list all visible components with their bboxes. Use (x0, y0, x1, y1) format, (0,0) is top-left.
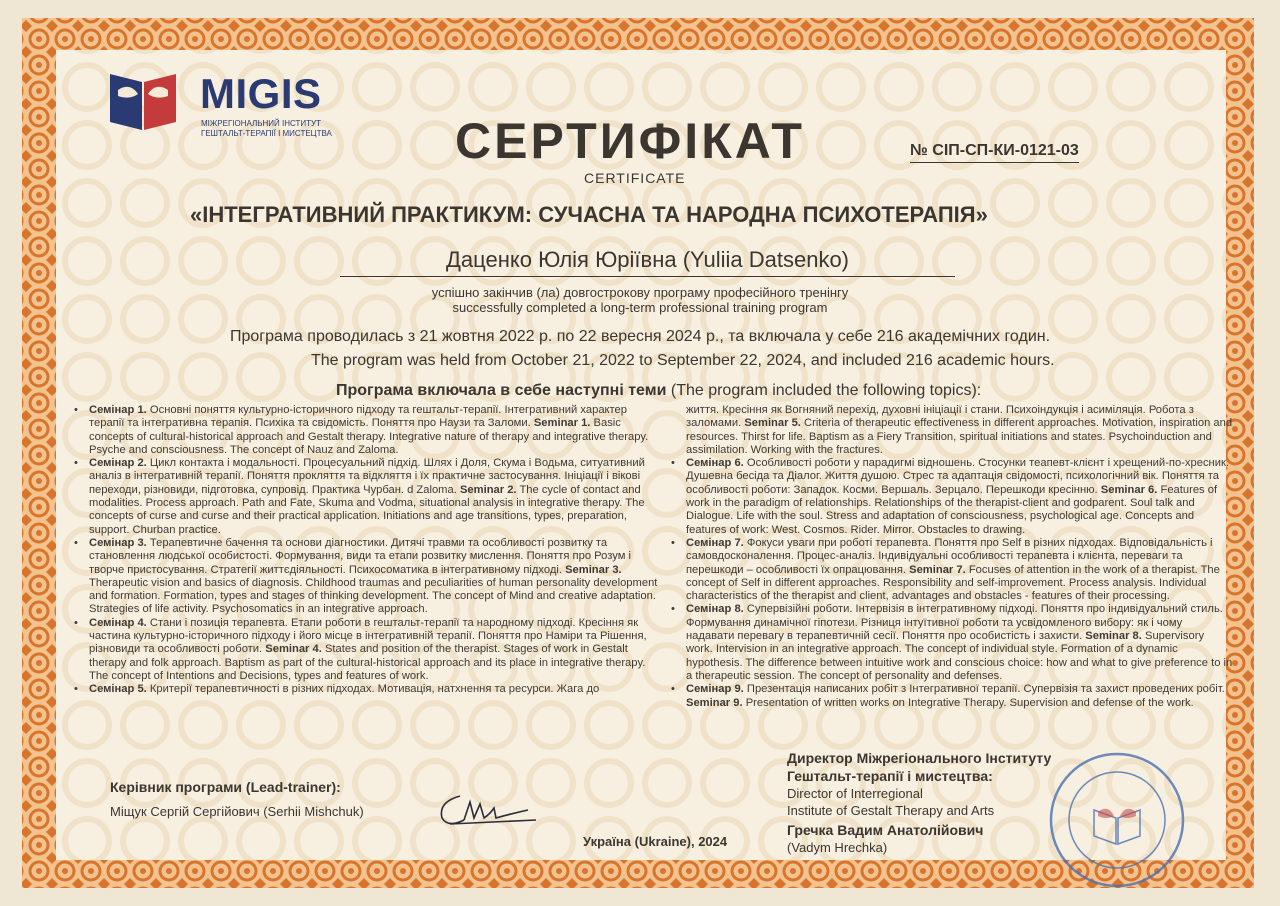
topic-item (70, 617, 658, 683)
topics-heading-en: (The program included the following topics): (670, 382, 982, 399)
topic-text-uk: Основні поняття культурно-історичного підходу та гештальт-терапії. Інтегративний характер терапії та інтегративна терапія. Психіка та свідомість. Поняття про Наузи та Заломи. (89, 404, 627, 430)
director-title-en: Institute of Gestalt Therapy and Arts (787, 803, 995, 818)
topic-item (70, 404, 658, 457)
topic-text-en: Therapeutic vision and basics of diagnosis. Childhood traumas and peculiarities of human personality development and formation. Formation, types and stages of thinking development. The concept of Mind and creative adaptation. Strategies of life activity. Psychosomatics in an integrative approach. (89, 576, 658, 616)
logo-name: MIGIS (200, 70, 322, 117)
director-title-uk: Гештальт-терапії і мистецтва: (787, 768, 993, 784)
director-name-en: (Vadym Hrechka) (787, 840, 888, 855)
institute-stamp (1032, 748, 1202, 888)
migis-logo (108, 64, 348, 144)
program-dates-en: The program was held from October 21, 2022 to September 22, 2024, and included 216 academic hours. (311, 352, 1055, 369)
topic-text-uk: Терапевтичне бачення та основи діагностики. Дитячі травми та особливості розвитку та становлення людської особистості. Формування, види та етапи розвитку мислення. Поняття про Розум і творче пристосування. Стратегії життєдіяльності. Психосоматика в інтегративному підході. (89, 536, 631, 576)
topic-text-en: Basic concepts of cultural-historical approach and Gestalt therapy. Integrative nature of therapy and integrative therapy. Psyche and consciousness. The concept of Nauz and Zaloma. (89, 417, 649, 456)
topic-text-en: Criteria of therapeutic effectiveness in different approaches. Motivation, inspiration and resources. Thirst for life. Baptism as a Fiery Transition, spiritual initiations and states. Psychoinduction and assimilation. Working with the fractures. (686, 417, 1233, 456)
bullet-icon: • (671, 457, 675, 470)
topic-text-uk: Критерії терапевтичності в різних підходах. Мотивація, натхнення та ресурси. Жага до (146, 683, 600, 696)
certificate-title: СЕРТИФІКАТ (455, 113, 805, 169)
topic-item (667, 537, 1233, 603)
topic-item (70, 683, 658, 696)
topic-item (70, 457, 658, 537)
bullet-icon: • (74, 683, 78, 696)
bullet-icon: • (671, 683, 675, 696)
logo-subtitle: ГЕШТАЛЬТ-ТЕРАПІЇ І МИСТЕЦТВА (201, 129, 332, 138)
completion-text-uk: успішно закінчив (ла) довгострокову програму професійного тренінгу (431, 285, 849, 300)
topic-label-uk: Семінар 8. (686, 603, 744, 616)
topic-item (667, 683, 1233, 710)
topic-item (667, 457, 1233, 537)
program-dates-uk: Програма проводилась з 21 жовтня 2022 р. по 22 вересня 2024 р., та включала у себе 216 академічних годин. (230, 328, 1051, 345)
topic-text-uk: Цикл контакта і модальності. Процесуальний підхід. Шлях і Доля, Скума і Водьма, ситуативний аналіз в інтегративній терапії. Поняття прокляття та відкляття і їх практичне застосування. Ініціації і вікові переходи, різновиди, підготовка, супровід. Практика Чурбан. d Zaloma. (89, 457, 645, 496)
topic-item-continued (667, 404, 1233, 457)
topic-text-uk: Презентація написаних робіт з Інтегративної терапії. Супервізія та захист проведених робіт. (743, 683, 1225, 696)
recipient-name: Даценко Юлія Юріївна (Yuliia Datsenko) (340, 247, 955, 277)
topic-text-en: The cycle of contact and modalities. Process approach. Path and Fate, Skuma and Vodma, situational analysis in integrative therapy. The concepts of curse and curse and their practical application. Initiations and age transitions, types, preparation, support. Churban practice. (89, 483, 645, 536)
completion-text (300, 285, 980, 315)
bullet-icon: • (671, 536, 675, 549)
director-title-uk: Директор Міжрегіонального Інституту (787, 750, 1052, 766)
topic-label-en: Seminar 1. (533, 417, 591, 430)
bullet-icon: • (74, 404, 78, 416)
topic-text-en: Focuses of attention in the work of a therapist. The concept of Self in different approaches. Responsibility and self-improvement. Process analysis. Individual characteristics of the therapist and client, advantages and obstacles - features of their processing. (686, 563, 1220, 603)
topics-right-column (667, 404, 1233, 710)
topics-left-column (70, 404, 658, 697)
signature-image (430, 784, 540, 834)
topic-text-uk: Супервізійні роботи. Інтервізія в інтегративному підході. Поняття про індивідуальний стиль. Формування динамічної гіпотези. Різниця інтуїтивної роботи та усвідомленого вибору: як і чому надавати перевагу в терапевтичній сесії. Поняття про особистість і захисти. (686, 603, 1223, 643)
topic-label-en: Seminar 5. (744, 417, 801, 430)
place-year: Україна (Ukraine), 2024 (583, 834, 728, 849)
completion-text-en: successfully completed a long-term professional training program (452, 300, 828, 315)
topics-heading-uk: Програма включала в себе наступні теми (336, 382, 667, 399)
topics-heading (336, 382, 981, 400)
director-title-en: Director of Interregional (787, 786, 923, 801)
topic-label-uk: Семінар 9. (686, 683, 744, 696)
director-name: Гречка Вадим Анатолійович (787, 822, 984, 838)
topic-label-en: Seminar 2. (459, 483, 517, 496)
topic-text-en: Presentation of written works on Integrative Therapy. Supervision and defense of the work. (742, 696, 1194, 709)
certificate-number: № СІП-СП-КИ-0121-03 (910, 142, 1079, 163)
topic-text-en: States and position of the therapist. Stages of work in Gestalt therapy and folk approach. Baptism as part of the cultural-historical approach and its place in integrative therapy. The concept of Intentions and Decisions, types and features of work. (89, 643, 646, 682)
lead-trainer-name: Міщук Сергій Сергійович (Serhii Mishchuk) (110, 804, 364, 819)
bullet-icon: • (74, 457, 78, 470)
topic-label-uk: Семінар 5. (89, 683, 147, 696)
topic-label-uk: Семінар 3. (89, 536, 147, 549)
topic-label-en: Seminar 3. (565, 563, 622, 576)
book-logo-icon (108, 64, 178, 134)
bullet-icon: • (671, 603, 675, 616)
topic-item (70, 537, 658, 617)
topic-text-uk: Фокуси уваги при роботі терапевта. Поняття про Self в різних підходах. Відповідальність і самовдосконалення. Процес-аналіз. Індивідуальні особливості терапевта і клієнта, переваги та перешкоди – особливості їх опрацювання. (686, 536, 1213, 576)
program-title: «ІНТЕГРАТИВНИЙ ПРАКТИКУМ: СУЧАСНА ТА НАРОДНА ПСИХОТЕРАПІЯ» (190, 202, 988, 227)
topic-label-en: Seminar 7. (909, 563, 966, 576)
topic-label-en: Seminar 8. (1085, 630, 1142, 643)
topic-text-uk: Особливості роботи у парадигмі відношень. Стосунки теапевт-клієнт і хрещений-по-хресник. Душевна бесіда та Діалог. Життя душою. Стрес та адаптація свідомості, психологічний вік. Поняття та особливості роботи: Западок. Косми. Вершаль. Зерцало. Перешкоди кресінню. (686, 457, 1229, 496)
topic-label-uk: Семінар 4. (89, 616, 147, 629)
topic-text-uk: життя. Кресіння як Вогняний перехід, духовні ініціації і стани. Психоіндукція і асиміляція. Робота з заломами. (686, 404, 1194, 430)
certificate-subtitle: CERTIFICATE (584, 170, 686, 186)
topic-label-uk: Семінар 6. (686, 457, 744, 470)
topic-label-uk: Семінар 2. (89, 457, 147, 470)
topic-label-uk: Семінар 7. (686, 536, 744, 549)
lead-trainer-label: Керівник програми (Lead-trainer): (110, 779, 341, 795)
topic-label-en: Seminar 6. (1100, 483, 1158, 496)
topic-label-en: Seminar 9. (686, 696, 743, 709)
topic-text-uk: Стани і позиція терапевта. Етапи роботи в гештальт-терапії та народному підході. Кресіння як частина культурно-історичного підходу і його місце в інтегративній терапії. Поняття про Наміри та Рішення, різновиди та особливості роботи. (89, 616, 647, 656)
topic-item (667, 603, 1233, 683)
topic-label-en: Seminar 4. (265, 643, 322, 656)
topic-label-uk: Семінар 1. (89, 404, 147, 416)
topic-text-en: Features of work in the paradigm of relationships. Relationships of the therapist-client and godparent. Soul talk and Dialogue. Life with the soul. Stress and adaptation of consciousness, psychological age. Concepts and features of work: West. Cosmos. Rider. Mirror. Obstacles to drawing. (686, 483, 1218, 536)
bullet-icon: • (74, 616, 78, 629)
topic-text-en: Supervisory work. Intervision in an integrative approach. The concept of individual style. Formation of a dynamic hypothesis. The difference between intuitive work and conscious choice: how and what to give preference to in a therapeutic session. The concept of personality and defenses. (686, 630, 1233, 682)
bullet-icon: • (74, 536, 78, 549)
logo-subtitle: МІЖРЕГІОНАЛЬНИЙ ІНСТИТУТ (201, 119, 322, 128)
